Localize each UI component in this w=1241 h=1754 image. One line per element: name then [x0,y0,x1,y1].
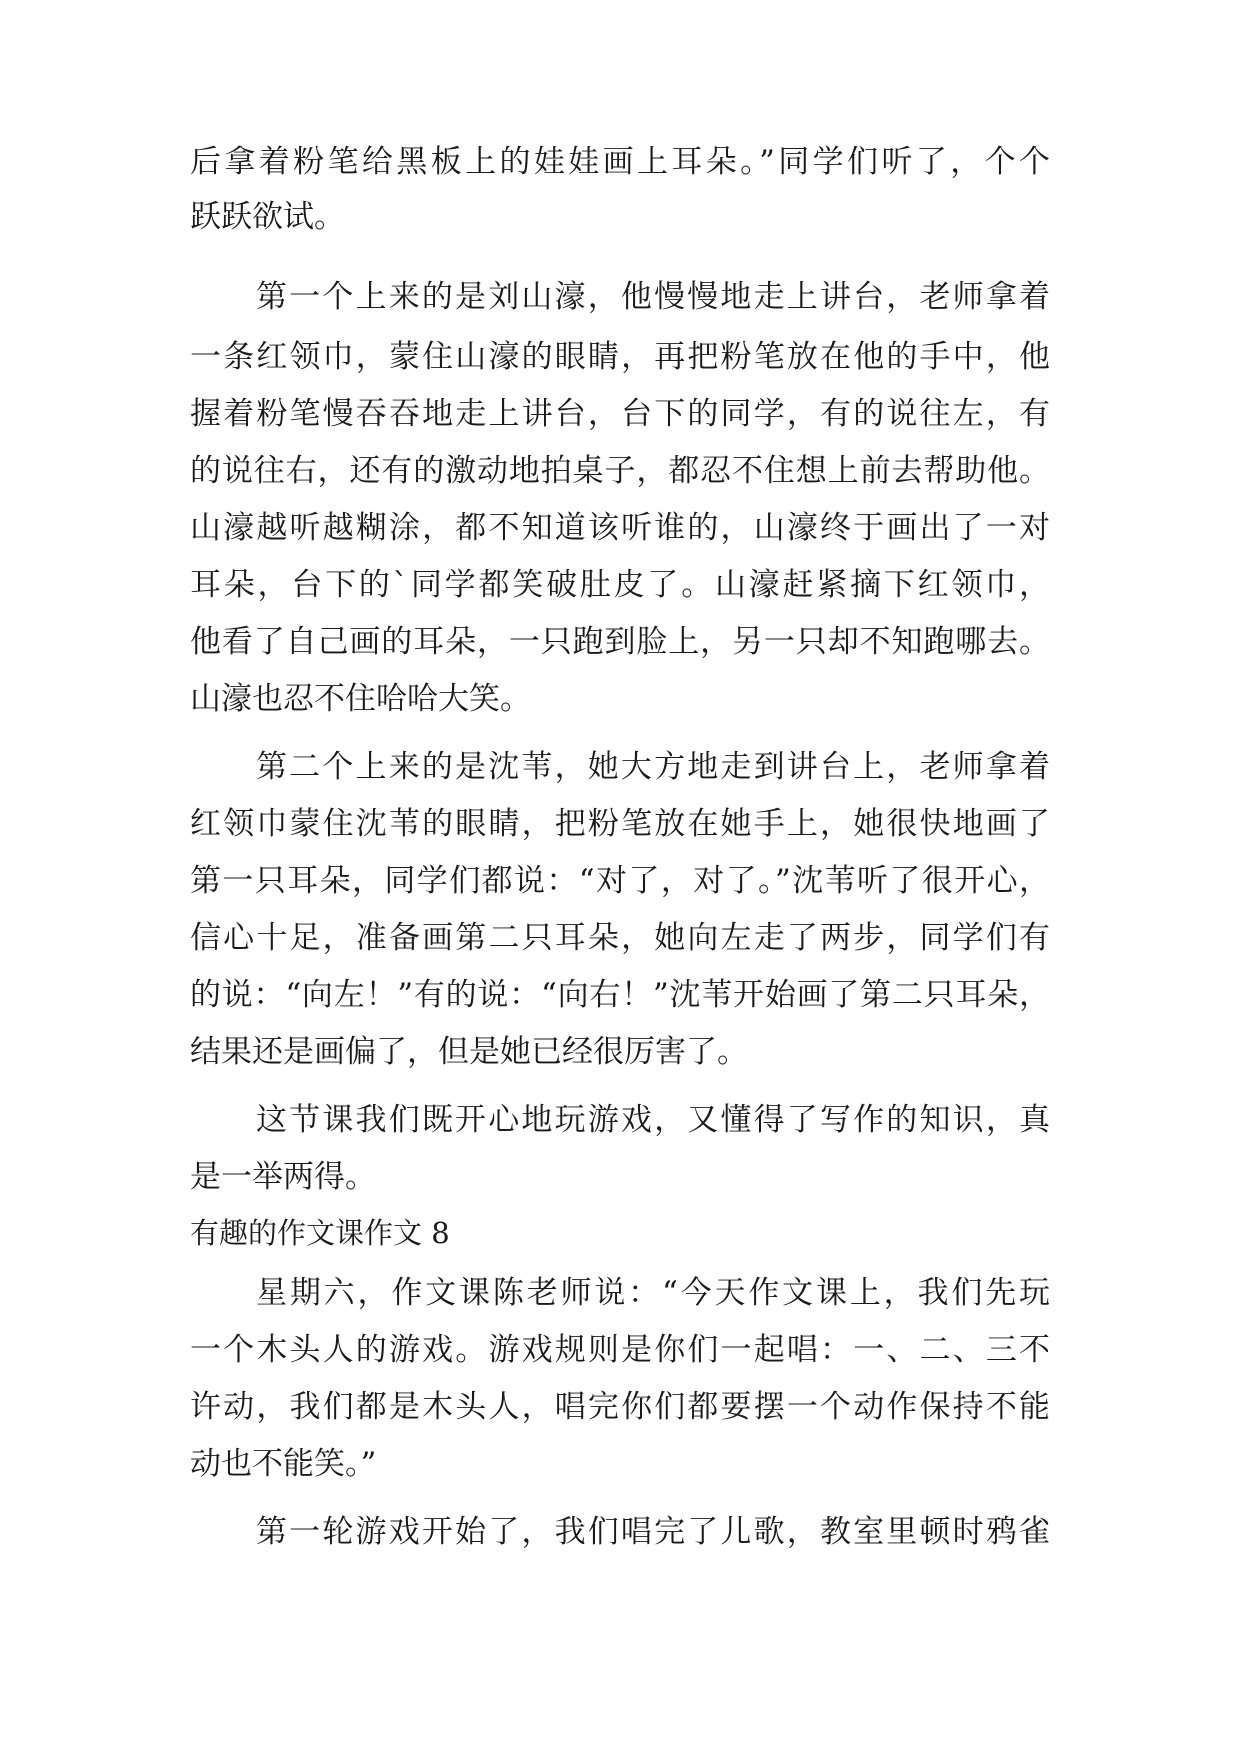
text-line: 他看了自己画的耳朵，一只跑到脸上，另一只却不知跑哪去。 [190,624,1050,660]
text-line: 是一举两得。 [190,1159,376,1195]
paragraph-first-line: 第一个上来的是刘山濠，他慢慢地走上讲台，老师拿着 [256,279,1050,315]
text-line: 握着粉笔慢吞吞地走上讲台，台下的同学，有的说往左，有 [190,396,1050,432]
text-line: 山濠越听越糊涂，都不知道该听谁的，山濠终于画出了一对 [190,510,1050,546]
text-line: 耳朵，台下的`同学都笑破肚皮了。山濠赶紧摘下红领巾， [190,567,1050,603]
paragraph-first-line: 第二个上来的是沈苇，她大方地走到讲台上，老师拿着 [256,749,1050,785]
text-line: 动也不能笑。” [190,1446,377,1482]
text-line: 许动，我们都是木头人，唱完你们都要摆一个动作保持不能 [190,1389,1050,1425]
text-line: 的说往右，还有的激动地拍桌子，都忍不住想上前去帮助他。 [190,453,1050,489]
text-line: 一个木头人的游戏。游戏规则是你们一起唱：一、二、三不 [190,1332,1050,1368]
paragraph-first-line: 第一轮游戏开始了，我们唱完了儿歌，教室里顿时鸦雀 [256,1514,1050,1550]
text-line: 山濠也忍不住哈哈大笑。 [190,681,531,717]
paragraph-first-line: 星期六，作文课陈老师说：“今天作文课上，我们先玩 [256,1275,1050,1311]
text-line: 一条红领巾，蒙住山濠的眼睛，再把粉笔放在他的手中，他 [190,339,1050,375]
text-line: 第一只耳朵，同学们都说：“对了，对了。”沈苇听了很开心， [190,863,1050,899]
text-line: 信心十足，准备画第二只耳朵，她向左走了两步，同学们有 [190,920,1050,956]
section-heading: 有趣的作文课作文 8 [190,1216,450,1250]
paragraph-first-line: 这节课我们既开心地玩游戏，又懂得了写作的知识，真 [256,1102,1050,1138]
text-line: 红领巾蒙住沈苇的眼睛，把粉笔放在她手上，她很快地画了 [190,806,1050,842]
text-line: 结果还是画偏了，但是她已经很厉害了。 [190,1034,748,1070]
text-line: 跃跃欲试。 [190,199,345,235]
text-line: 后拿着粉笔给黑板上的娃娃画上耳朵。”同学们听了，个个 [190,144,1050,180]
text-line: 的说：“向左！”有的说：“向右！”沈苇开始画了第二只耳朵， [190,977,1050,1013]
